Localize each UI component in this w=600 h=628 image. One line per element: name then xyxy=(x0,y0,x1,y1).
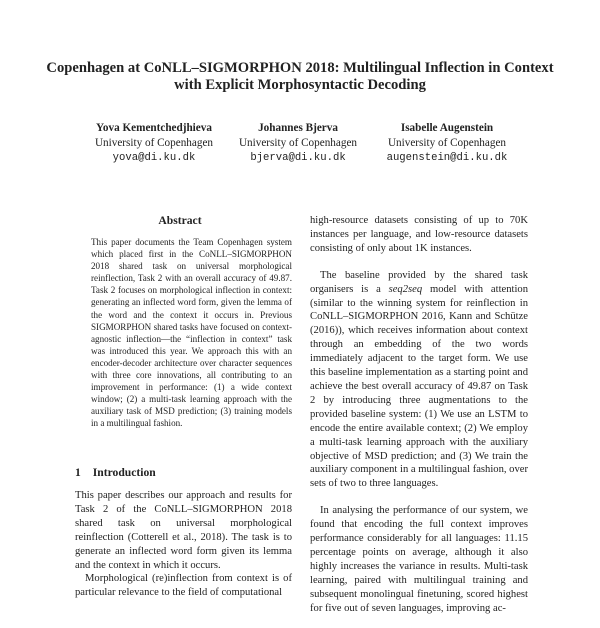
introduction-text xyxy=(75,489,292,600)
text-run: The baseline provided by the shared task organisers is a xyxy=(310,269,528,295)
right-column-text xyxy=(310,214,528,628)
section-number: 1 xyxy=(75,466,81,479)
author-email: augenstein@di.ku.dk xyxy=(386,152,508,164)
paragraph xyxy=(310,269,528,492)
paragraph: Morphological (re)inflection from context is of particular relevance to the field of computational xyxy=(75,573,292,599)
author-block xyxy=(362,121,532,166)
author-block xyxy=(213,121,383,166)
author-email: bjerva@di.ku.dk xyxy=(250,152,346,164)
italic-term: seq2seq xyxy=(388,283,423,295)
text-run: model with attention (similar to the winning system for reinflection in CoNLL–SIGMORPHON 2016, Kann and Schütze (2016)), which receives information about context through an embedding of the two words immediately adjacent to the target form. We use this baseline implementation as a starting point and achieve the best overall accuracy of 49.87 on Task 2 by introducing three augmentations to the provided baseline system: (1) We use an LSTM to encode the entire available context; (2) We employ a multi-task learning approach with the auxiliary objective of MSD prediction; and (3) We train the auxiliary component in a multilingual fashion, over sets of two to three languages. xyxy=(310,283,529,490)
author-affiliation: University of Copenhagen xyxy=(387,137,507,149)
paragraph: This paper describes our approach and results for Task 2 of the CoNLL–SIGMORPHON 2018 shared task on universal morphological reinflection (Cotterell et al., 2018). The task is to generate an inflected word form given its lemma and the context in which it occurs. xyxy=(75,490,292,571)
author-name: Yova Kementchedjhieva xyxy=(96,122,212,134)
author-affiliation: University of Copenhagen xyxy=(238,137,358,149)
author-email: yova@di.ku.dk xyxy=(112,152,196,164)
abstract-heading: Abstract xyxy=(158,214,202,227)
paragraph: high-resource datasets consisting of up to 70K instances per language, and low-resource datasets consisting of only about 1K instances. xyxy=(310,215,528,254)
author-name: Isabelle Augenstein xyxy=(400,122,494,134)
section-heading xyxy=(75,466,156,479)
abstract-text: This paper documents the Team Copenhagen system which placed first in the CoNLL–SIGMORPHON 2018 shared task on universal morphological reinflection, Task 2 with an overall accuracy of 49.87. Task 2 focuses on morphological inflection in context: generating an inflected word form, given the lemma of the word and the context it occurs in. Previous SIGMORPHON shared tasks have focused on context-agnostic inflection—the “inflection in context” task was introduced this year. We approach this with an encoder-decoder architecture over character sequences with three core innovations, all contributing to an improvement in performance: (1) a wide context window; (2) a multi-task learning approach with the auxiliary task of MSD prediction; (3) training models in a multilingual fashion. xyxy=(91,237,292,429)
author-affiliation: University of Copenhagen xyxy=(94,137,214,149)
paragraph: In analysing the performance of our system, we found that encoding the full context improves performance considerably for all languages: 11.15 percentage points on average, although it also highly increases the variance in results. Multi-task learning, paired with multilingual training and subsequent monolingual finetuning, scored highest for five out of seven languages, improving ac- xyxy=(310,505,528,614)
section-title: Introduction xyxy=(92,466,156,479)
paper-title: Copenhagen at CoNLL–SIGMORPHON 2018: Multilingual Inflection in Context with Explicit Morphosyntactic Decoding xyxy=(46,60,554,93)
author-name: Johannes Bjerva xyxy=(258,122,338,134)
